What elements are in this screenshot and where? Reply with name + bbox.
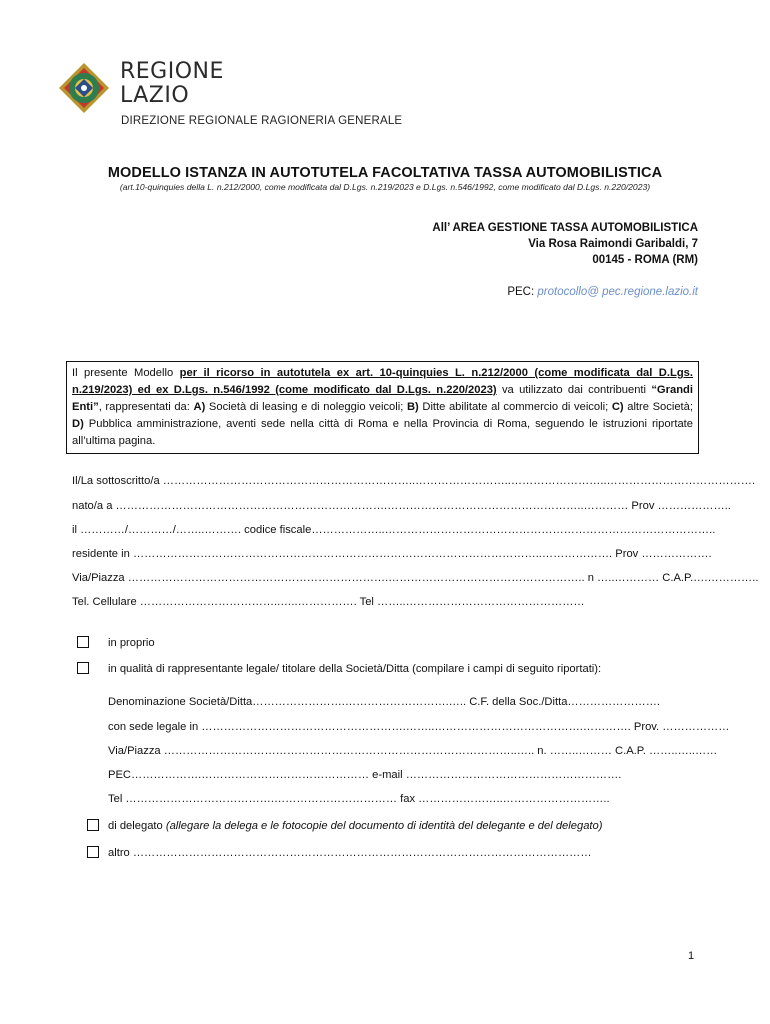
recipient-address xyxy=(432,220,698,268)
option-altro-field[interactable]: altro …………………………………………………………………………………………………………… xyxy=(108,847,592,859)
notice-marker-b: B) xyxy=(406,401,419,413)
notice-text: Ditte abilitate al commercio di veicoli; xyxy=(418,401,612,413)
organization-name xyxy=(120,60,224,108)
notice-marker-d: D) xyxy=(72,418,84,430)
notice-box xyxy=(66,361,699,454)
pec-label: PEC: xyxy=(507,286,535,298)
document-subtitle: (art.10-quinquies della L. n.212/2000, come modificata dal D.Lgs. n.219/2023 e D.Lgs. n.546/1992, come modificato dal D.Lgs. n.220/2023) xyxy=(119,182,651,192)
notice-text: Pubblica amministrazione, aventi sede nella città di Roma e nella Provincia di Roma, seguendo le istruzioni riportate all’ultima pagina. xyxy=(72,418,693,447)
field-residente[interactable]: residente in ………………………………………………………………………………………………..………………. Prov ………………. xyxy=(72,548,712,560)
notice-text: , rappresentati da: xyxy=(98,401,194,413)
option-delegato-label xyxy=(108,820,603,832)
field-data-codice-fiscale[interactable]: il …………/…………/……..………. codice fiscale………………..…………………………………………………………………………….. xyxy=(72,524,716,536)
notice-text: Il presente Modello xyxy=(72,367,180,379)
regione-lazio-logo-icon xyxy=(58,62,110,114)
notice-text: altre Società; xyxy=(623,401,693,413)
field-sottoscritto[interactable]: Il/La sottoscritto/a …………………………………………………………..……………………..……………………..…………………………………. xyxy=(72,475,756,487)
organization-name-line2: LAZIO xyxy=(120,83,190,108)
field-sede-legale[interactable]: con sede legale in ……………………………………………….……..………………………………….…………. Prov. ……………… xyxy=(108,721,730,733)
notice-text: Società di leasing e di noleggio veicoli; xyxy=(205,401,407,413)
checkbox-delegato[interactable] xyxy=(87,819,99,831)
field-company-pec-email[interactable]: PEC……………….……………………………………… e-mail …………………………………………………. xyxy=(108,769,622,781)
option-rappresentante-label: in qualità di rappresentante legale/ titolare della Società/Ditta (compilare i campi di seguito riportati): xyxy=(108,663,602,675)
recipient-pec xyxy=(507,286,698,298)
page-number: 1 xyxy=(688,950,695,962)
field-telefono[interactable]: Tel. Cellulare ………………………………..…..……………. Tel ……..………………………………………… xyxy=(72,596,585,608)
recipient-line1: All’ AREA GESTIONE TASSA AUTOMOBILISTICA xyxy=(432,222,698,234)
recipient-line2: Via Rosa Raimondi Garibaldi, 7 xyxy=(528,238,698,250)
notice-legal-reference: per il ricorso in autotutela ex art. 10-quinquies L. n.212/2000 (come modificata dal D.Lgs. n.219/2023) ed ex D.Lgs. n.546/1992 (come modificato dal D.Lgs. n.220/2023) xyxy=(72,367,693,396)
document-title: MODELLO ISTANZA IN AUTOTUTELA FACOLTATIVA TASSA AUTOMOBILISTICA xyxy=(107,165,663,181)
department-name: DIREZIONE REGIONALE RAGIONERIA GENERALE xyxy=(121,115,403,127)
recipient-line3: 00145 - ROMA (RM) xyxy=(592,254,698,266)
checkbox-altro[interactable] xyxy=(87,846,99,858)
field-company-via[interactable]: Via/Piazza …………………………………………………………………………………..….. n. ……..……… C.A.P. ……..…..…… xyxy=(108,745,718,757)
notice-grandi-enti: “Grandi Enti” xyxy=(72,384,693,413)
notice-text: va utilizzato dai contribuenti xyxy=(496,384,652,396)
field-company-tel-fax[interactable]: Tel ………………………………….…………………………… fax …………………..……………………….. xyxy=(108,793,610,805)
delegato-note: (allegare la delega e le fotocopie del documento di identità del delegante e del delegato) xyxy=(165,820,603,832)
checkbox-in-proprio[interactable] xyxy=(77,636,89,648)
pec-address-link[interactable]: protocollo@ pec.regione.lazio.it xyxy=(537,286,698,298)
field-via-piazza[interactable]: Via/Piazza …………………………………………………………….…………………………………………….. n …..………… C.A.P.….………….. xyxy=(72,572,759,584)
notice-marker-a: A) xyxy=(193,401,206,413)
delegato-text: di delegato xyxy=(108,820,166,832)
checkbox-rappresentante-legale[interactable] xyxy=(77,662,89,674)
notice-marker-c: C) xyxy=(611,401,624,413)
field-denominazione[interactable]: Denominazione Società/Ditta…………………….……………………….….. C.F. della Soc./Ditta……………………. xyxy=(108,696,661,708)
organization-name-line1: REGIONE xyxy=(120,59,224,84)
option-in-proprio-label: in proprio xyxy=(108,637,155,649)
field-nato[interactable]: nato/a a ……………………………………………………………….……………………………………………..………… Prov ……………….. xyxy=(72,500,731,512)
